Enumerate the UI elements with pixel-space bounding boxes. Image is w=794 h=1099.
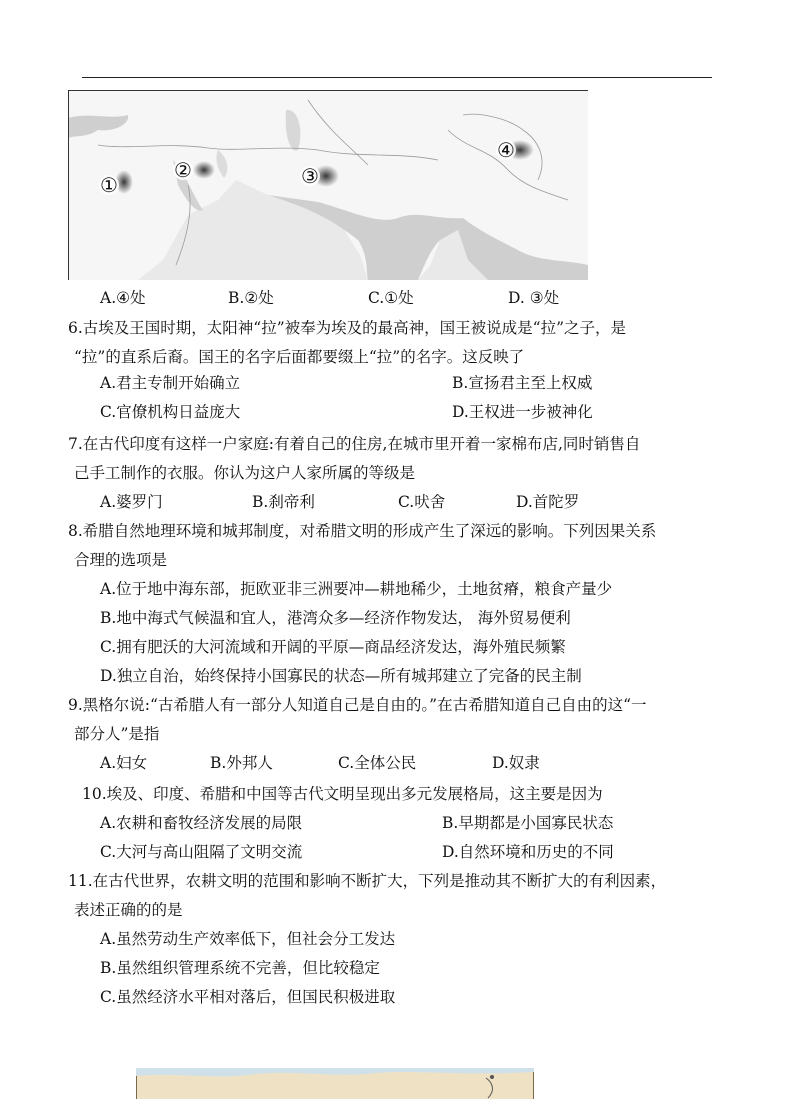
q5-option-d[interactable]: D. ③处	[508, 289, 560, 307]
q8-stem-line1: 8.希腊自然地理环境和城邦制度，对希腊文明的形成产生了深远的影响。下列因果关系	[68, 522, 657, 540]
q10-option-a[interactable]: A.农耕和畜牧经济发展的局限	[100, 814, 303, 832]
bottom-map-figure	[136, 1068, 534, 1099]
q10-option-c[interactable]: C.大河与高山阻隔了文明交流	[100, 843, 303, 861]
q6-stem-line2: “拉”的直系后裔。国王的名字后面都要缀上“拉”的名字。这反映了	[74, 348, 525, 366]
svg-text:④: ④	[497, 138, 515, 162]
q11-option-b[interactable]: B.虽然组织管理系统不完善，但比较稳定	[100, 959, 380, 977]
header-rule	[82, 77, 712, 78]
svg-text:①: ①	[100, 173, 118, 197]
q8-option-b[interactable]: B.地中海式气候温和宜人，港湾众多—经济作物发达， 海外贸易便利	[100, 609, 571, 627]
q11-stem-line1: 11.在古代世界，农耕文明的范围和影响不断扩大，下列是推动其不断扩大的有利因素，	[68, 872, 667, 890]
q8-option-a[interactable]: A.位于地中海东部，扼欧亚非三洲要冲—耕地稀少，土地贫瘠，粮食产量少	[100, 580, 613, 598]
q6-stem-line1: 6.古埃及王国时期，太阳神“拉”被奉为埃及的最高神，国王被说成是“拉”之子，是	[68, 319, 626, 337]
q11-option-a[interactable]: A.虽然劳动生产效率低下，但社会分工发达	[100, 930, 396, 948]
ancient-civilizations-map	[68, 90, 588, 280]
q6-option-b[interactable]: B.宣扬君主至上权威	[452, 374, 593, 392]
q9-option-a[interactable]: A.妇女	[100, 754, 148, 772]
map-label-2	[173, 158, 193, 182]
q6-option-d[interactable]: D.王权进一步被神化	[452, 403, 593, 421]
q10-option-d[interactable]: D.自然环境和历史的不同	[442, 843, 614, 861]
q7-stem-line1: 7.在古代印度有这样一户家庭:有着自己的住房,在城市里开着一家棉布店,同时销售自	[68, 435, 641, 453]
q5-option-c[interactable]: C.①处	[368, 289, 414, 307]
q7-option-a[interactable]: A.婆罗门	[100, 493, 163, 511]
q9-stem-line1: 9.黑格尔说:“古希腊人有一部分人知道自己是自由的。”在古希腊知道自己自由的这“一	[68, 696, 647, 714]
q7-option-b[interactable]: B.刹帝利	[252, 493, 315, 511]
q10-stem-line1: 10.埃及、印度、希腊和中国等古代文明呈现出多元发展格局，这主要是因为	[82, 785, 603, 803]
q6-option-a[interactable]: A.君主专制开始确立	[100, 374, 241, 392]
q8-option-d[interactable]: D.独立自治，始终保持小国寡民的状态—所有城邦建立了完备的民主制	[100, 667, 582, 685]
map-label-1	[99, 173, 119, 197]
map-label-4	[496, 138, 516, 162]
q5-option-a[interactable]: A.④处	[100, 289, 146, 307]
q9-option-d[interactable]: D.奴隶	[492, 754, 540, 772]
q11-stem-line2: 表述正确的的是	[74, 901, 183, 919]
q9-stem-line2: 部分人”是指	[74, 725, 160, 743]
svg-text:③: ③	[301, 164, 319, 188]
mesopotamia-region-spot	[193, 161, 215, 179]
q9-option-b[interactable]: B.外邦人	[210, 754, 273, 772]
q10-option-b[interactable]: B.早期都是小国寡民状态	[442, 814, 614, 832]
q8-stem-line2: 合理的选项是	[74, 551, 168, 569]
q5-option-b[interactable]: B.②处	[228, 289, 274, 307]
q8-option-c[interactable]: C.拥有肥沃的大河流域和开阔的平原—商品经济发达，海外殖民频繁	[100, 638, 566, 656]
map-label-3	[300, 164, 320, 188]
q7-option-c[interactable]: C.吠舍	[398, 493, 446, 511]
q7-option-d[interactable]: D.首陀罗	[516, 493, 580, 511]
q7-stem-line2: 己手工制作的衣服。你认为这户人家所属的等级是	[74, 464, 416, 482]
svg-text:②: ②	[174, 158, 192, 182]
q11-option-c[interactable]: C.虽然经济水平相对落后，但国民积极进取	[100, 988, 396, 1006]
q6-option-c[interactable]: C.官僚机构日益庞大	[100, 403, 241, 421]
q9-option-c[interactable]: C.全体公民	[338, 754, 417, 772]
